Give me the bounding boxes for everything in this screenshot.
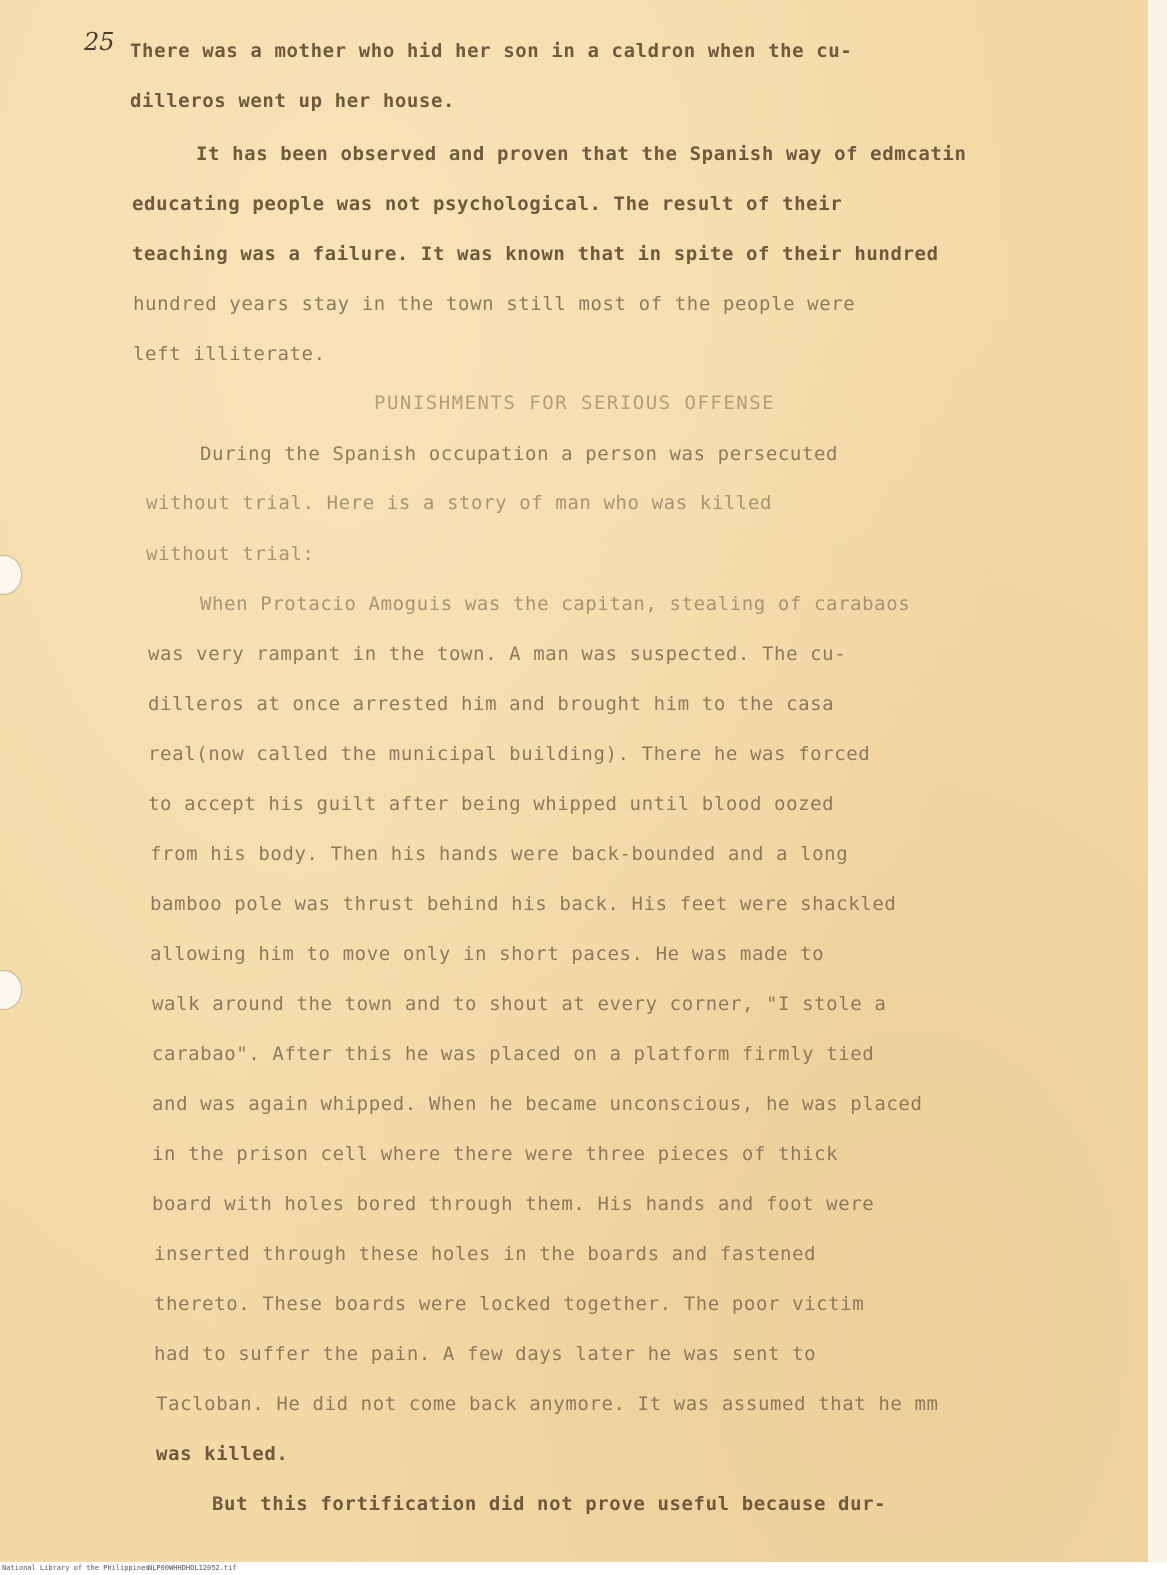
text-line: During the Spanish occupation a person was persecuted [200, 443, 839, 465]
text-line: board with holes bored through them. His hands and foot were [152, 1193, 875, 1215]
text-line: from his body. Then his hands were back-bounded and a long [150, 843, 849, 865]
scan-footer [0, 1562, 1167, 1575]
text-line: teaching was a failure. It was known that in spite of their hundred [132, 243, 939, 265]
text-line: dilleros went up her house. [130, 90, 456, 112]
section-heading: PUNISHMENTS FOR SERIOUS OFFENSE [374, 392, 776, 414]
text-line: real(now called the municipal building). There he was forced [148, 743, 871, 765]
text-line: There was a mother who hid her son in a caldron when the cu- [130, 40, 853, 62]
text-line: educating people was not psychological. The result of their [132, 193, 843, 215]
text-line: allowing him to move only in short paces. He was made to [150, 943, 825, 965]
text-line: was killed. [156, 1443, 289, 1465]
text-line: When Protacio Amoguis was the capitan, stealing of carabaos [200, 593, 911, 615]
text-line: carabao". After this he was placed on a platform firmly tied [152, 1043, 875, 1065]
footer-filename: NLP00WHHDHDL12052.tif [148, 1564, 237, 1572]
text-line: in the prison cell where there were three pieces of thick [152, 1143, 839, 1165]
text-line: was very rampant in the town. A man was suspected. The cu- [148, 643, 847, 665]
text-line: But this fortification did not prove useful because dur- [212, 1493, 887, 1515]
handwritten-page-number: 25 [84, 28, 115, 56]
footer-library: National Library of the Philippines [2, 1564, 150, 1572]
text-line: thereto. These boards were locked together. The poor victim [154, 1293, 865, 1315]
text-line: Tacloban. He did not come back anymore. It was assumed that he mm [156, 1393, 939, 1415]
text-line: inserted through these holes in the boards and fastened [154, 1243, 817, 1265]
text-line: left illiterate. [133, 343, 326, 365]
text-line: It has been observed and proven that the Spanish way of edmcatin [196, 143, 967, 165]
text-line: bamboo pole was thrust behind his back. His feet were shackled [150, 893, 897, 915]
scan-margin [1148, 0, 1167, 1575]
text-line: had to suffer the pain. A few days later he was sent to [154, 1343, 817, 1365]
text-line: dilleros at once arrested him and brought him to the casa [148, 693, 835, 715]
text-line: and was again whipped. When he became unconscious, he was placed [152, 1093, 923, 1115]
text-line: to accept his guilt after being whipped until blood oozed [148, 793, 835, 815]
text-line: without trial: [146, 543, 315, 565]
text-line: without trial. Here is a story of man who was killed [146, 492, 773, 514]
text-line: hundred years stay in the town still most of the people were [133, 293, 856, 315]
text-line: walk around the town and to shout at every corner, "I stole a [152, 993, 887, 1015]
